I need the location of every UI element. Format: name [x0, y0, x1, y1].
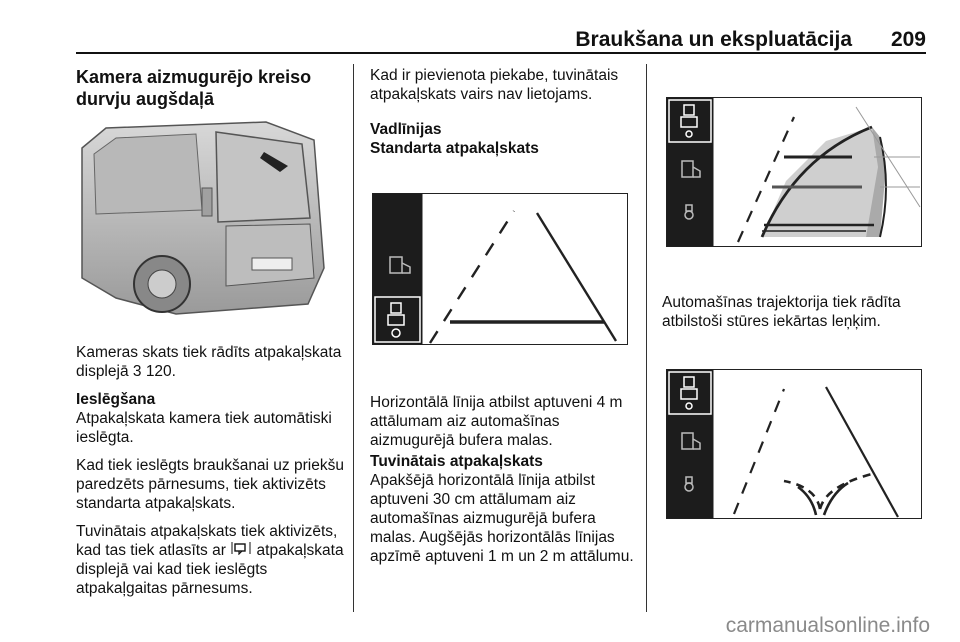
heading-switch-on: Ieslēgšana [76, 391, 156, 408]
paragraph-horizontal-line: Horizontālā līnija atbilst aptuveni 4 m attālumam aiz automašīnas aizmugurējā bufera malas. [370, 394, 623, 449]
heading-guidelines: Vadlīnijas [370, 121, 442, 138]
section-heading: Kamera aizmugurējo kreiso durvju augšdaļā [76, 67, 312, 109]
column-divider-left [353, 64, 354, 612]
paragraph-auto-on: Atpakaļskata kamera tiek automātiski ieslēgta. [76, 410, 332, 446]
section-title: Braukšana un ekspluatācija [575, 28, 852, 51]
left-column-body [76, 343, 348, 607]
trajectory-view-screen [666, 369, 922, 519]
trajectory-caption: Automašīnas trajektorija tiek rādīta atbilstoši stūres iekārtas leņķim. [662, 294, 901, 330]
middle-column-body [370, 393, 640, 575]
zoom-view-screen [666, 97, 922, 247]
heading-standard-view: Standarta atpakaļskats [370, 140, 539, 157]
standard-view-screen [372, 193, 628, 345]
paragraph-zoom-view: Tuvinātais atpakaļskats tiek aktivizēts, kad tas tiek atlasīts ar atpakaļskata displejā vai kad tiek ieslēgts atpakaļgaitas pārnesums. [76, 523, 344, 597]
camera-paragraph: Kameras skats tiek rādīts atpakaļskata displejā 3 120. [76, 344, 342, 380]
camera-button-icon [230, 541, 252, 560]
paragraph-zoom-lines: Apakšējā horizontālā līnija atbilst aptuveni 30 cm attālumam aiz automašīnas aizmugurējā bufera malas. Augšējās horizontālās līnijas apzīmē aptuveni 1 m un 2 m attālumu. [370, 472, 634, 565]
page-header [76, 24, 926, 54]
van-illustration [76, 118, 328, 328]
page-ref-arrow: 3 [132, 363, 142, 380]
header-rule [76, 52, 926, 54]
watermark: carmanualsonline.info [725, 614, 930, 637]
middle-column [370, 66, 638, 158]
heading-zoom-view: Tuvinātais atpakaļskats [370, 453, 543, 470]
page-number: 209 [890, 28, 926, 51]
paragraph-forward-gear: Kad tiek ieslēgts braukšanai uz priekšu paredzēts pārnesums, tiek aktivizēts standarta atpakaļskats. [76, 457, 344, 512]
trailer-paragraph: Kad ir pievienota piekabe, tuvinātais atpakaļskats vairs nav lietojams. [370, 67, 619, 103]
column-divider-right [646, 64, 647, 612]
left-column [76, 66, 344, 110]
